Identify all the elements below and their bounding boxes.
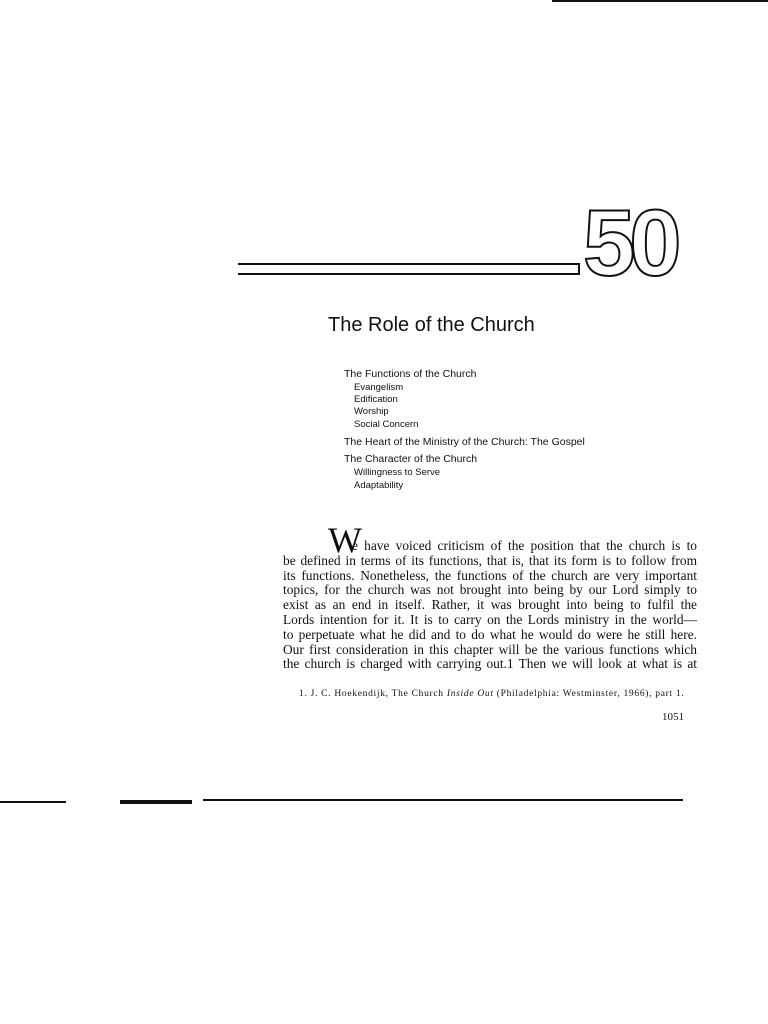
outline-heading: The Heart of the Ministry of the Church: The Gospel xyxy=(344,436,585,448)
chapter-number: 50 xyxy=(583,190,676,295)
footnote xyxy=(299,689,684,699)
outline-subitem: Edification xyxy=(354,394,398,405)
body-line: topics, for the church was not brought into being by our Lord simply to xyxy=(283,582,697,598)
outline-subitem: Social Concern xyxy=(354,419,419,430)
body-line: Our first consideration in this chapter will be the various functions which xyxy=(283,641,697,657)
page-number: 1051 xyxy=(662,711,684,723)
body-line-text: e have voiced criticism of the position that the church is to xyxy=(352,538,697,553)
scan-rule xyxy=(120,800,192,804)
footnote-book-title: Inside Out xyxy=(446,689,494,699)
body-line: its functions. Nonetheless, the functions of the church are very important xyxy=(283,567,697,583)
outline-subitem: Worship xyxy=(354,406,389,417)
body-line: the church is charged with carrying out.1 Then we will look at what is at xyxy=(283,656,697,672)
chapter-rule-cap xyxy=(578,263,580,275)
outline-subitem: Willingness to Serve xyxy=(354,467,441,478)
footnote-text: 1. J. C. Hoekendijk, The Church xyxy=(299,689,447,699)
body-line: to perpetuate what he did and to do what he would do were he still here. xyxy=(283,626,697,642)
chapter-rule-top xyxy=(238,263,580,265)
chapter-title: The Role of the Church xyxy=(328,314,535,336)
body-line: exist as an end in itself. Rather, it was brought into being to fulfil the xyxy=(283,597,697,613)
drop-cap: W xyxy=(328,520,362,560)
chapter-rule-bottom xyxy=(238,273,580,275)
body-line: be defined in terms of its functions, that is, that its form is to follow from xyxy=(283,552,697,568)
top-edge-rule xyxy=(552,0,768,2)
scan-rule xyxy=(203,799,683,801)
outline-subitem: Evangelism xyxy=(354,382,404,393)
outline-heading: The Functions of the Church xyxy=(344,368,477,380)
outline-subitem: Adaptability xyxy=(354,480,404,491)
body-paragraph xyxy=(283,520,697,672)
footnote-text: (Philadelphia: Westminster, 1966), part 1. xyxy=(493,689,685,699)
outline-heading: The Character of the Church xyxy=(344,453,478,465)
scan-rule xyxy=(0,801,66,803)
body-line: Lords intention for it. It is to carry on the Lords ministry in the world— xyxy=(283,611,697,627)
